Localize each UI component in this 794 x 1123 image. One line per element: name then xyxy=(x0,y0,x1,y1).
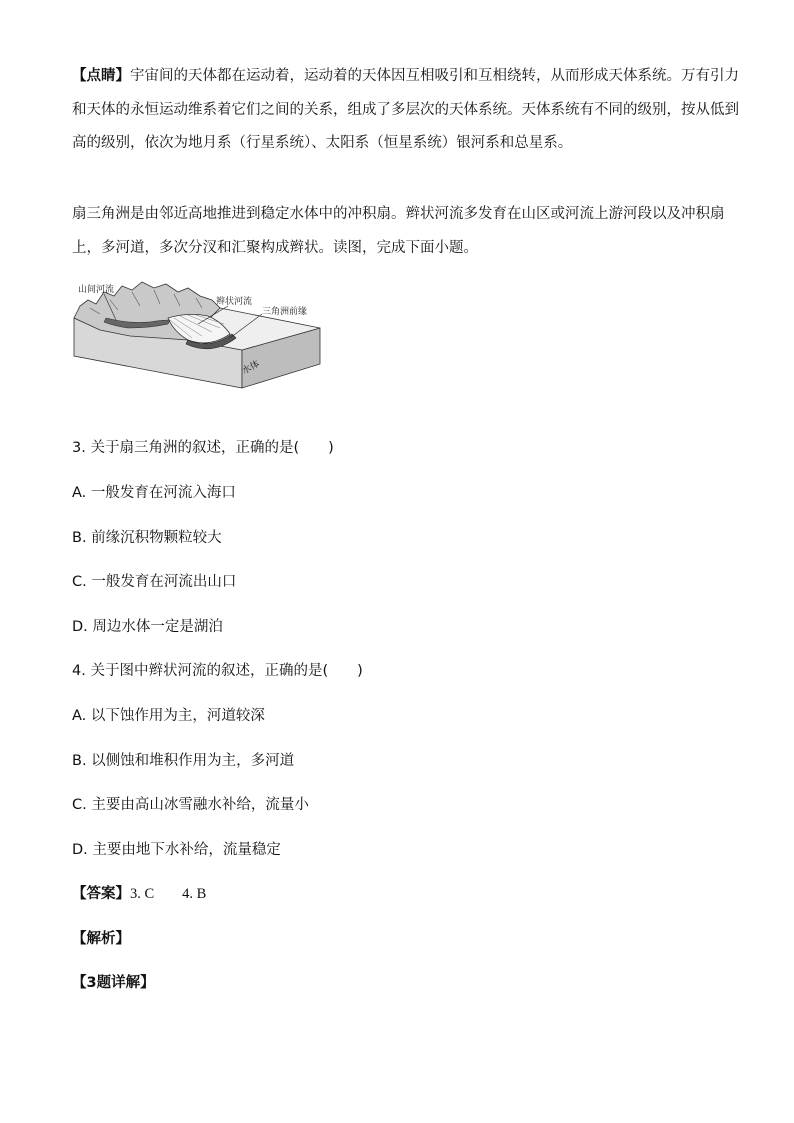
question-4-option-d: D. 主要由地下水补给，流量稳定 xyxy=(72,842,281,858)
question-4-stem: 4. 关于图中辫状河流的叙述，正确的是( ) xyxy=(72,663,363,679)
note-tag: 【点睛】 xyxy=(72,68,130,84)
answer-tag: 【答案】 xyxy=(72,886,130,902)
note-text-1: 宇宙间的天体都在运动着，运动着的天体因互相吸引和互相绕转，从而形成天体系统。万有引力 xyxy=(130,68,739,84)
analysis-heading: 【解析】 xyxy=(72,931,130,947)
note-paragraph-line-1 xyxy=(72,66,739,86)
note-paragraph-line-3: 高的级别，依次为地月系（行星系统）、太阳系（恒星系统）银河系和总星系。 xyxy=(72,135,573,151)
intro-paragraph-line-2: 上，多河道，多次分汊和汇聚构成辫状。读图，完成下面小题。 xyxy=(72,240,478,256)
label-water-body: 水体 xyxy=(240,359,262,377)
fan-delta-block-diagram xyxy=(70,278,330,398)
question-4-option-a: A. 以下蚀作用为主，河道较深 xyxy=(72,708,265,724)
answer-4: 4. B xyxy=(182,886,207,902)
label-delta-front: 三角洲前缘 xyxy=(262,307,308,317)
label-braided-river: 辫状河流 xyxy=(216,297,253,307)
label-mountain-river: 山间河流 xyxy=(78,285,115,295)
question-3-detail-heading: 【3题详解】 xyxy=(72,975,155,991)
question-3-option-b: B. 前缘沉积物颗粒较大 xyxy=(72,530,222,546)
question-4-option-c: C. 主要由高山冰雪融水补给，流量小 xyxy=(72,797,309,813)
intro-paragraph-line-1: 扇三角洲是由邻近高地推进到稳定水体中的冲积扇。辫状河流多发育在山区或河流上游河段以及冲积扇 xyxy=(72,206,725,222)
answer-line xyxy=(72,884,206,904)
note-paragraph-line-2: 和天体的永恒运动维系着它们之间的关系，组成了多层次的天体系统。天体系统有不同的级别，按从低到 xyxy=(72,102,739,118)
question-3-option-a: A. 一般发育在河流入海口 xyxy=(72,485,236,501)
answer-3: 3. C xyxy=(130,886,155,902)
question-4-option-b: B. 以侧蚀和堆积作用为主，多河道 xyxy=(72,753,295,769)
question-3-option-d: D. 周边水体一定是湖泊 xyxy=(72,619,223,635)
question-3-stem: 3. 关于扇三角洲的叙述，正确的是( ) xyxy=(72,440,334,456)
question-3-option-c: C. 一般发育在河流出山口 xyxy=(72,574,237,590)
